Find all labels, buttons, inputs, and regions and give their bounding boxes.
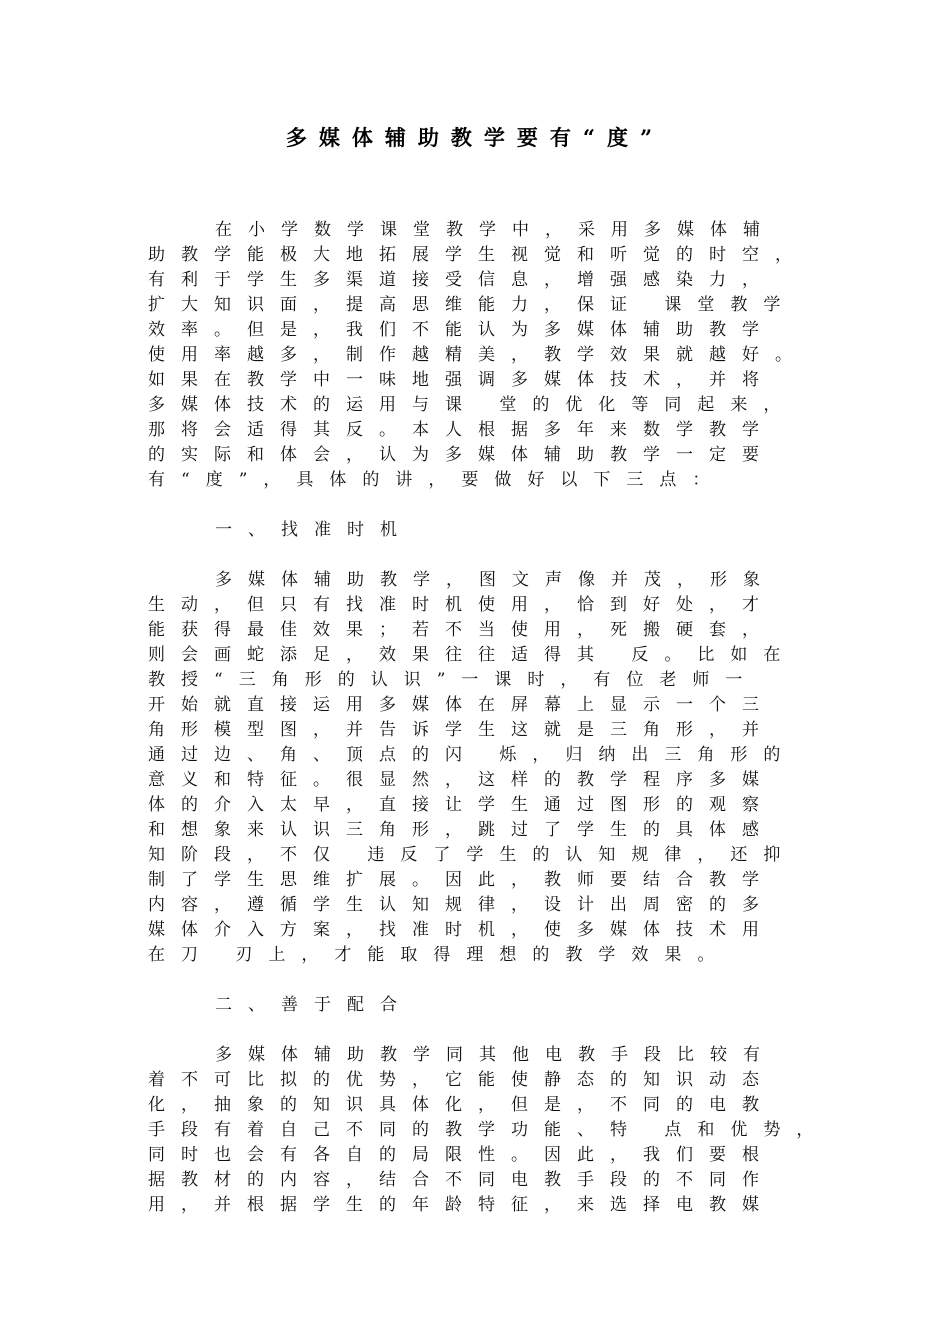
- text-line: 教授“三角形的认识”一课时，有位老师一: [148, 670, 759, 690]
- text-line: 生动，但只有找准时机使用，恰到好处，才: [148, 595, 775, 615]
- text-line: 内容，遵循学生认知规律，设计出周密的多: [148, 895, 775, 915]
- text-line: 着不可比拟的优势，它能使静态的知识动态: [148, 1070, 775, 1090]
- text-line: 多媒体辅助教学，图文声像并茂，形象: [215, 570, 776, 590]
- text-line: 和想象来认识三角形，跳过了学生的具体感: [148, 820, 775, 840]
- text-line: 效率。但是，我们不能认为多媒体辅助教学: [148, 320, 775, 340]
- text-line: 助教学能极大地拓展学生视觉和听觉的时空，: [148, 245, 808, 265]
- section-heading: 一、找准时机: [215, 520, 413, 540]
- text-line: 使用率越多，制作越精美，教学效果就越好。: [148, 345, 808, 365]
- text-line: 多媒体辅助教学同其他电教手段比较有: [215, 1045, 776, 1065]
- text-line: 开始就直接运用多媒体在屏幕上显示一个三: [148, 695, 775, 715]
- text-line: 在小学数学课堂教学中，采用多媒体辅: [215, 220, 776, 240]
- spacer: [148, 493, 818, 518]
- text-line: 扩大知识面，提高思维能力，保证 课堂教学: [148, 295, 797, 315]
- text-line: 有“度”，具体的讲，要做好以下三点：: [148, 470, 726, 490]
- spacer: [148, 968, 818, 993]
- spacer: [148, 543, 818, 568]
- text-line: 体的介入太早，直接让学生通过图形的观察: [148, 795, 775, 815]
- text-line: 用，并根据学生的年龄特征，来选择电教媒: [148, 1195, 775, 1215]
- text-line: 那将会适得其反。本人根据多年来数学教学: [148, 420, 775, 440]
- text-line: 则会画蛇添足，效果往往适得其 反。比如在: [148, 645, 797, 665]
- text-line: 知阶段，不仅 违反了学生的认知规律，还抑: [148, 845, 797, 865]
- text-line: 化，抽象的知识具体化，但是，不同的电教: [148, 1095, 775, 1115]
- text-line: 媒体介入方案，找准时机，使多媒体技术用: [148, 920, 775, 940]
- text-line: 通过边、角、顶点的闪 烁，归纳出三角形的: [148, 745, 797, 765]
- section-heading: 二、善于配合: [215, 995, 413, 1015]
- text-line: 在刀 刃上，才能取得理想的教学效果。: [148, 945, 731, 965]
- text-line: 意义和特征。很显然，这样的教学程序多媒: [148, 770, 775, 790]
- text-line: 据教材的内容，结合不同电教手段的不同作: [148, 1170, 775, 1190]
- text-line: 多媒体技术的运用与课 堂的优化等同起来，: [148, 395, 797, 415]
- text-line: 制了学生思维扩展。因此，教师要结合教学: [148, 870, 775, 890]
- document-title: 多媒体辅助教学要有“度”: [285, 125, 665, 150]
- text-line: 的实际和体会，认为多媒体辅助教学一定要: [148, 445, 775, 465]
- text-line: 同时也会有各自的局限性。因此，我们要根: [148, 1145, 775, 1165]
- text-line: 有利于学生多渠道接受信息，增强感染力，: [148, 270, 775, 290]
- text-line: 如果在教学中一味地强调多媒体技术，并将: [148, 370, 775, 390]
- text-line: 能获得最佳效果；若不当使用，死搬硬套，: [148, 620, 775, 640]
- text-line: 角形模型图，并告诉学生这就是三角形，并: [148, 720, 775, 740]
- document-body: [148, 218, 830, 1218]
- spacer: [148, 1018, 818, 1043]
- text-line: 手段有着自己不同的教学功能、特 点和优势，: [148, 1120, 830, 1140]
